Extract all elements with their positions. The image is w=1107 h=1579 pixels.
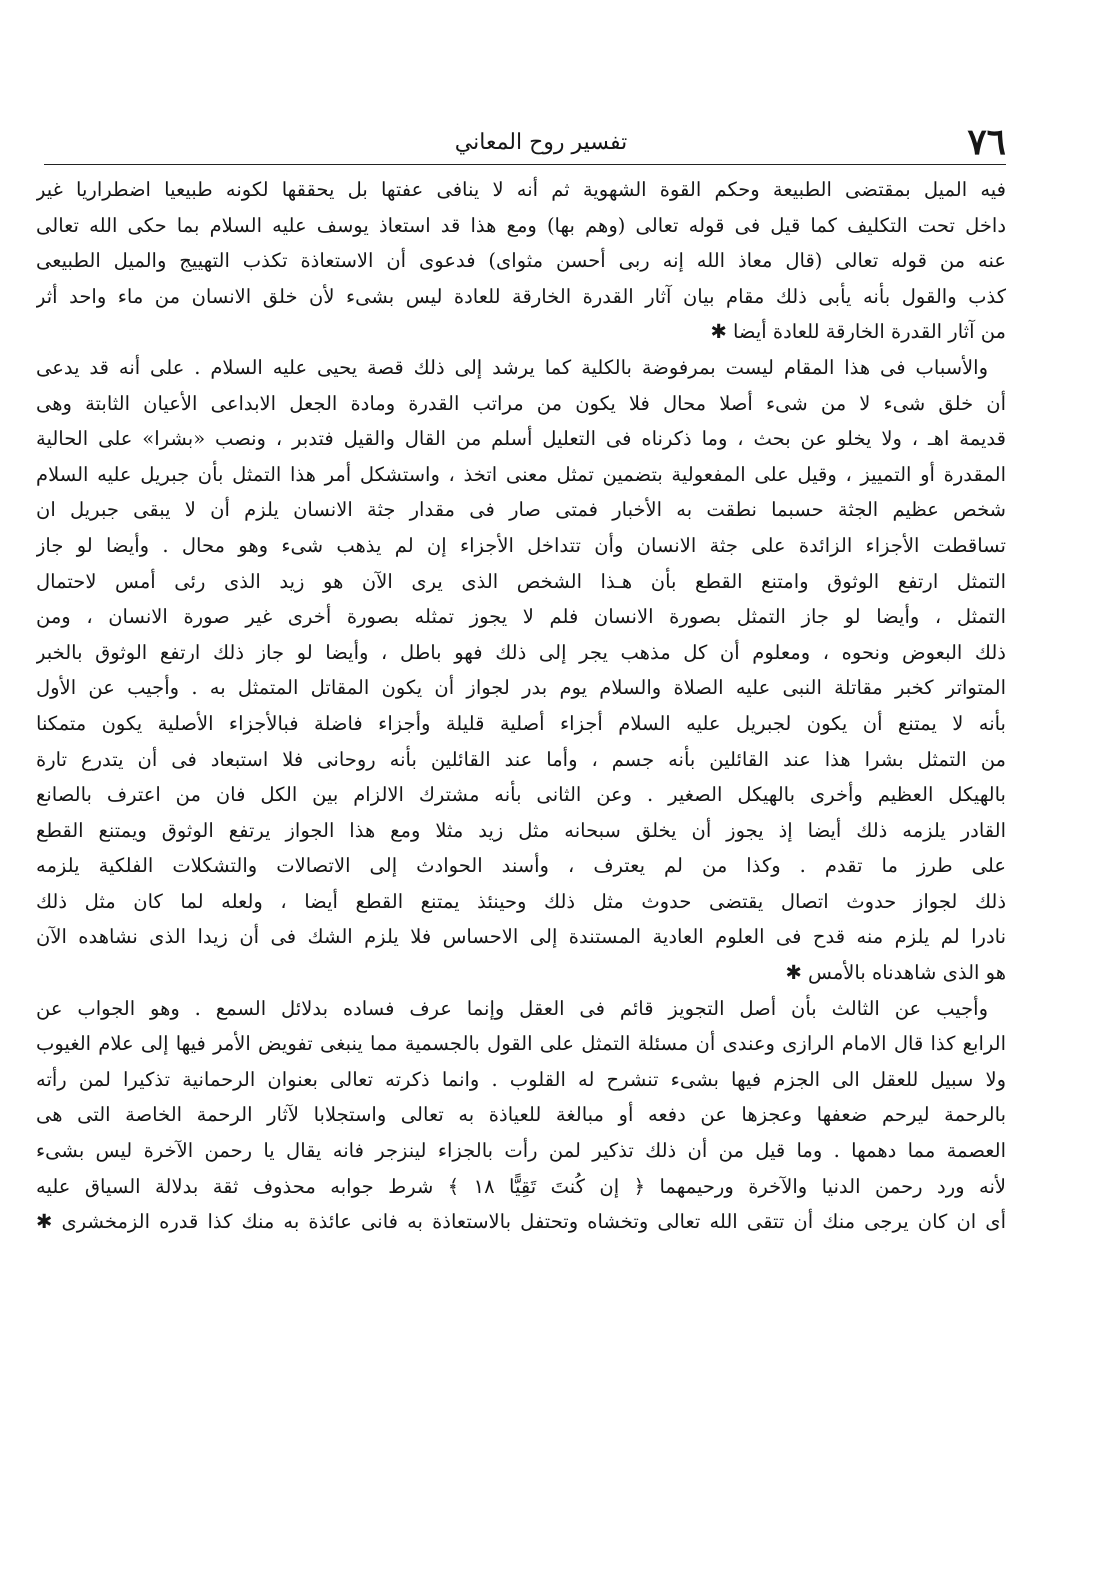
text-line: وأجيب عن الثالث بأن أصل التجويز قائم فى العقل وإنما عرف فساده بدلائل السمع . وهو الجواب عن	[36, 996, 988, 1020]
text-line: بأنه لا يمتنع أن يكون لجبريل عليه السلام أجزاء أصلية قليلة وأجزاء فاضلة فبالأجزاء الأصلية يكون متمكنا	[36, 711, 1006, 735]
text-line: بالهيكل العظيم وأخرى بالهيكل الصغير . وعن الثانى بأنه مشترك الالزام بين الكل فان من اعترف بالصانع	[36, 783, 1006, 807]
text-body	[36, 172, 1006, 1240]
text-line: هو الذى شاهدناه بالأمس ✱	[785, 961, 1006, 985]
text-line: شخص عظيم الجثة حسبما نطقت به الأخبار فمتى صار فى مقدار جثة الانسان يلزم أن لا يبقى جبريل ان	[36, 498, 1006, 522]
page-number: ٧٦	[967, 121, 1006, 163]
text-line: ولا سبيل للعقل الى الجزم فيها بشىء تنشرح له القلوب . وانما ذكرته تعالى بعنوان الرحمانية تذكيرا لمن رأته	[36, 1067, 1006, 1091]
text-line: والأسباب فى هذا المقام ليست بمرفوضة بالكلية كما يرشد إلى ذلك قصة يحيى عليه السلام . على أنه قد يدعى	[36, 355, 988, 379]
running-title: تفسير روح المعاني	[454, 130, 628, 155]
text-line: المتواتر كخبر مقاتلة النبى عليه الصلاة والسلام يوم بدر لجواز أن يكون المقاتل المتمثل به . وأجيب عن الأول	[36, 676, 1006, 700]
text-line: كذب والقول بأنه يأبى ذلك مقام بيان آثار القدرة الخارقة للعادة ليس بشىء لأن خلق الانسان من ماء واحد أثر	[36, 284, 1006, 308]
text-line: الرابع كذا قال الامام الرازى وعندى أن مسئلة التمثل على القول بالجسمية مما ينبغى تفويض الأمر فيها إلى علام الغيوب	[36, 1032, 1006, 1056]
text-line: عنه من قوله تعالى (قال معاذ الله إنه ربى أحسن مثواى) فدعوى أن الاستعاذة تكذب التهييج والميل الطبيعى	[36, 249, 1006, 273]
text-line: التمثل ارتفع الوثوق وامتنع القطع بأن هـذا الشخص الذى يرى الآن هو زيد الذى رئى أمس لاحتمال	[36, 569, 1006, 593]
book-page	[36, 118, 1046, 1518]
header-rule	[44, 164, 1006, 165]
text-line: أى ان كان يرجى منك أن تتقى الله تعالى وتخشاه وتحتفل بالاستعاذة به فانى عائذة به منك كذا قدره الزمخشرى ✱	[36, 1210, 1006, 1234]
text-line: فيه الميل بمقتضى الطبيعة وحكم القوة الشهوية ثم أنه لا ينافى عفتها بل يحققها لكونه طبيعيا اضطراريا غير	[36, 178, 1006, 201]
text-line: لأنه ورد رحمن الدنيا والآخرة ورحيمهما ﴿ إن كُنتَ تَقِيًّا ١٨ ﴾ شرط جوابه محذوف ثقة بدلالة السياق عليه	[36, 1174, 1006, 1198]
text-line: القادر يلزمه ذلك أيضا إذ يجوز أن يخلق سبحانه مثل زيد مثلا ومع هذا الجواز يرتفع الوثوق ويمتنع القطع	[36, 818, 1006, 842]
text-line: ذلك البعوض ونحوه ، ومعلوم أن كل مذهب يجر إلى ذلك فهو باطل ، وأيضا لو جاز ذلك ارتفع الوثوق بالخبر	[36, 640, 1006, 664]
text-line: من التمثل بشرا هذا عند القائلين بأنه جسم ، وأما عند القائلين بأنه روحانى فلا استبعاد فى أن يتدرع تارة	[36, 747, 1006, 771]
text-line: العصمة مما دهمها . وما قيل من أن ذلك تذكير لمن رأت بالجزاء لينزجر فانه يقال يا رحمن الآخرة ليس بشىء	[36, 1139, 1006, 1163]
text-line: داخل تحت التكليف كما قيل فى قوله تعالى (وهم بها) ومع هذا قد استعاذ يوسف عليه السلام بما حكى الله تعالى	[36, 213, 1006, 237]
page-header	[36, 118, 1046, 164]
text-line: ذلك لجواز حدوث اتصال يقتضى حدوث مثل ذلك وحينئذ يمتنع القطع أيضا ، ولعله لما كان مثل ذلك	[36, 889, 1006, 913]
text-line: على طرز ما تقدم . وكذا من لم يعترف ، وأسند الحوادث إلى الاتصالات والتشكلات الفلكية يلزمه	[36, 854, 1006, 878]
text-line: تساقطت الأجزاء الزائدة على جثة الانسان وأن تتداخل الأجزاء إن لم يذهب شىء وهو محال . وأيضا لو جاز	[36, 533, 1006, 557]
text-line: نادرا لم يلزم منه قدح فى العلوم العادية المستندة إلى الاحساس فلا يلزم الشك فى أن زيدا الذى نشاهده الآن	[36, 925, 1006, 949]
text-line: المقدرة أو التمييز ، وقيل على المفعولية بتضمين تمثل معنى اتخذ ، واستشكل أمر هذا التمثل بأن جبريل عليه السلام	[36, 462, 1006, 486]
text-line: التمثل ، وأيضا لو جاز التمثل بصورة الانسان فلم لا يجوز تمثله بصورة أخرى غير صورة الانسان ، ومن	[36, 605, 1006, 629]
text-line: أن خلق شىء لا من شىء أصلا محال فلا يكون من مراتب القدرة ومادة الجعل الابداعى الأعيان الثابتة وهى	[36, 391, 1006, 415]
text-line: قديمة اهـ ، ولا يخلو عن بحث ، وما ذكرناه فى التعليل أسلم من القال والقيل فتدبر ، ونصب «بشرا» على الحالية	[36, 427, 1006, 451]
text-line: من آثار القدرة الخارقة للعادة أيضا ✱	[710, 320, 1006, 344]
text-line: بالرحمة ليرحم ضعفها وعجزها عن دفعه أو مبالغة للعياذة به تعالى واستجلابا لآثار الرحمة الخاصة التى هى	[36, 1103, 1006, 1127]
